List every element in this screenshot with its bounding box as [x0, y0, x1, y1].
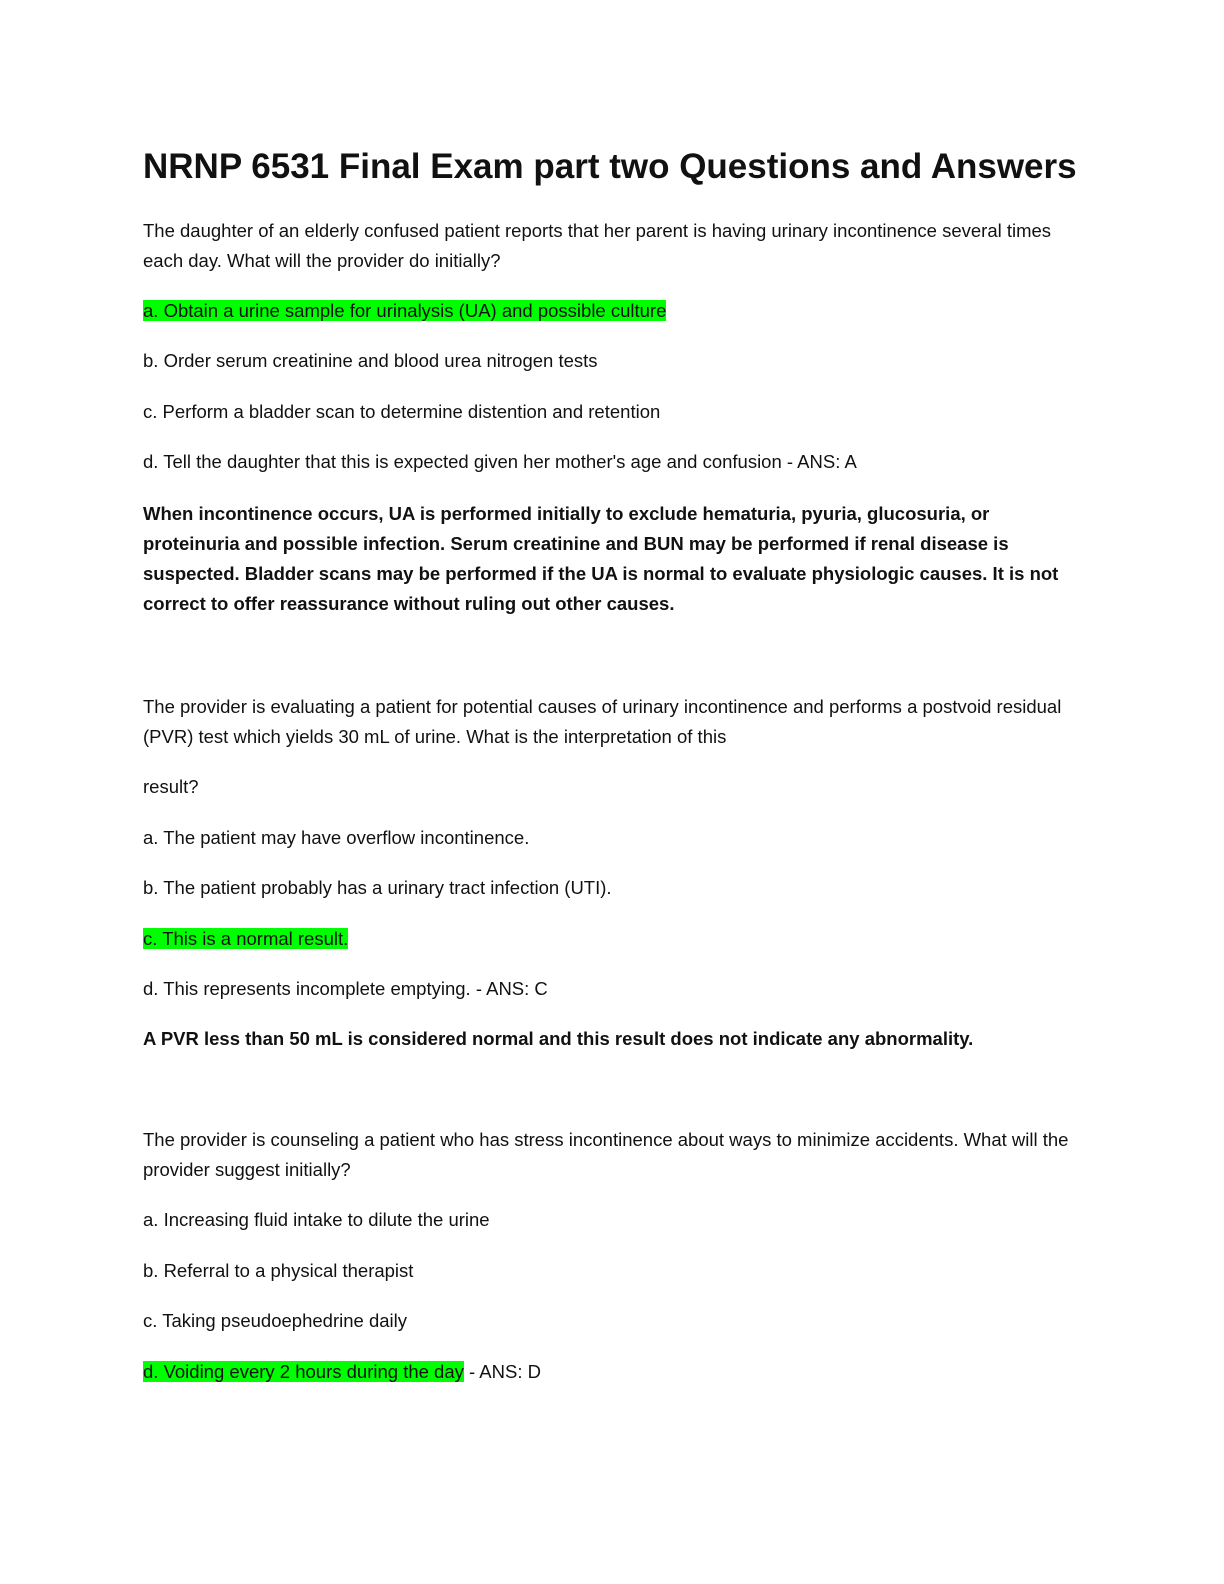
question-1-stem: The daughter of an elderly confused patient reports that her parent is having urinary incontinence several times each day. What will the provider do initially?	[143, 220, 1052, 271]
question-2-stem-continued: result?	[143, 776, 199, 797]
question-3-stem: The provider is counseling a patient who has stress incontinence about ways to minimize accidents. What will the provider suggest initially?	[143, 1129, 1069, 1180]
question-2-stem: The provider is evaluating a patient for potential causes of urinary incontinence and performs a postvoid residual (PVR) test which yields 30 mL of urine. What is the interpretation of this	[143, 696, 1062, 747]
question-1-option-b: b. Order serum creatinine and blood urea nitrogen tests	[143, 350, 598, 371]
correct-answer-highlight: a. Obtain a urine sample for urinalysis (UA) and possible culture	[143, 300, 667, 321]
question-2-option-d: d. This represents incomplete emptying. - ANS: C	[143, 978, 548, 999]
question-1-option-a	[143, 296, 666, 326]
answer-key: - ANS: D	[463, 1361, 541, 1382]
question-2-option-a: a. The patient may have overflow incontinence.	[143, 827, 530, 848]
question-2-option-c	[143, 924, 348, 954]
question-3-option-d	[143, 1357, 541, 1387]
correct-answer-highlight: d. Voiding every 2 hours during the day	[143, 1361, 464, 1382]
question-1-rationale: When incontinence occurs, UA is performed initially to exclude hematuria, pyuria, glucosuria, or proteinuria and possible infection. Serum creatinine and BUN may be performed if renal disease is suspected. Bladder scans may be performed if the UA is normal to evaluate physiologic causes. It is not correct to offer reassurance without ruling out other causes.	[143, 503, 1059, 614]
question-1-option-d: d. Tell the daughter that this is expected given her mother's age and confusion - ANS: A	[143, 451, 857, 472]
question-2-option-b: b. The patient probably has a urinary tract infection (UTI).	[143, 877, 612, 898]
question-3-option-c: c. Taking pseudoephedrine daily	[143, 1310, 407, 1331]
correct-answer-highlight: c. This is a normal result.	[143, 928, 349, 949]
question-1-option-c: c. Perform a bladder scan to determine distention and retention	[143, 401, 661, 422]
page-title: NRNP 6531 Final Exam part two Questions and Answers	[143, 147, 1077, 186]
question-3-option-a: a. Increasing fluid intake to dilute the urine	[143, 1209, 490, 1230]
question-2-rationale: A PVR less than 50 mL is considered normal and this result does not indicate any abnormality.	[143, 1028, 974, 1049]
question-3-option-b: b. Referral to a physical therapist	[143, 1260, 414, 1281]
